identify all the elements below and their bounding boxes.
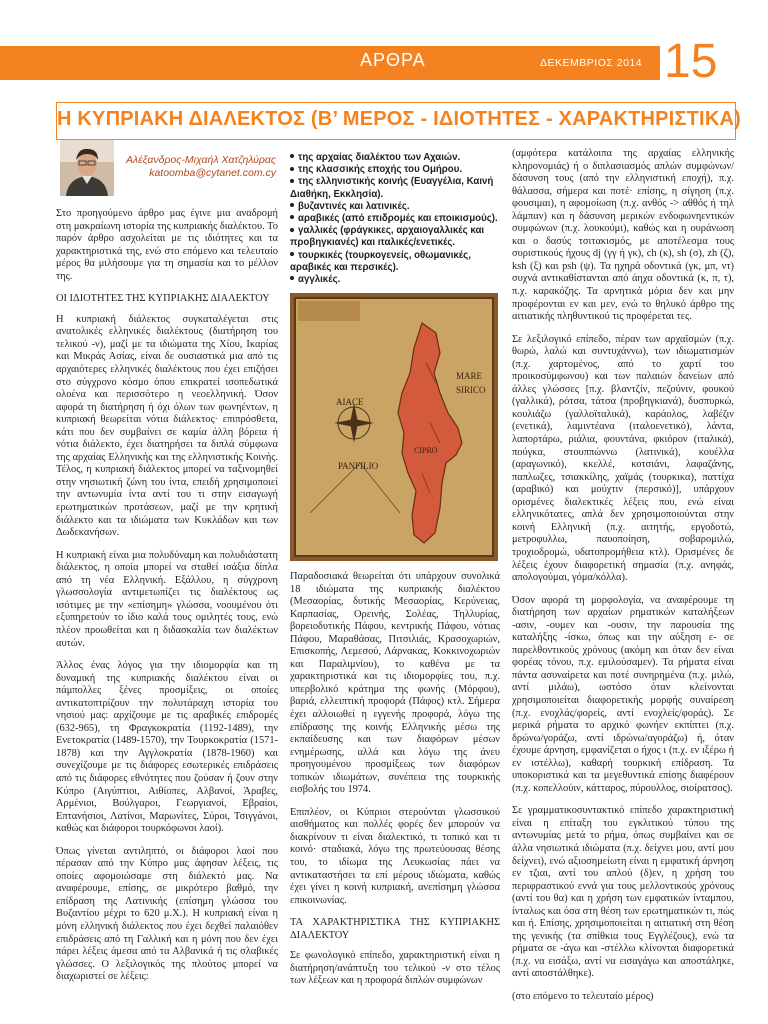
body-paragraph: (αμφότερα κατάλοιπα της αρχαίας ελληνικής κληρονομιάς) ή ο διπλασιασμός απλών συμφώνων/δάσυνση τους (από την ελληνιστική εποχή), π.χ. θάλασσα, σήμερα και ποτέ· επίσης, η σίγηση (π.χ. φουσιμαι), η αφομοίωση (π.χ. ανθός -> αθθός ή τηλ λάμπαν) και η δάσυνση μερικών ενδοφωνηεντικών συμφώνων (π.χ. λουκούμι), καθώς και η ουράνωση και ο δασύς τσιτακισμός, με αποτέλεσμα τους συριστικούς ήχους dj (γγ ή γκ), ch (κ), sh (σ), zh (ζ), ksh (ξ) και psh (ψ). Τα ηχηρά οδοντικά (γκ, μπ, ντ) συχνά αντικαθίστανται από άηχα οδοντικά (κ, π, τ), π.χ. καρακόζης. Τα αρνητικά μόρια δεν και μην προφέρονται εν και μεν, ενώ το θηλυκό άρθρο της αιτιατικής πληθυντικού τις προφέρεται τες. [512,148,734,323]
bullet-icon [290,228,294,232]
intro-paragraph: Στο προηγούμενο άρθρο μας έγινε μια αναδρομή στη μακραίωνη ιστορία της κυπριακής διαλέκτου. Το παρόν άρθρο ασχολείται με τις ιδιότητες και τα χαρακτηριστικά της, ενώ στο επόμενο και τελευταίο μέρος θα μιλήσουμε για τη σημασία και το μέλλον της. [56,208,278,282]
page-header [0,0,768,92]
map-label: PANFILIO [338,461,379,471]
vocabulary-origin-list [290,152,500,286]
list-item: γαλλικές (φράγκικες, αρχαιογαλλικές και προβηγκιανές) και ιταλικές/ενετικές. [290,225,485,249]
body-paragraph: Άλλος ένας λόγος για την ιδιομορφία και τη δυναμική της κυπριακής διαλέκτου είναι οι πάμπολλες ξένες προσμίξεις, οι οποίες αντικατοπτρίζουν την πολυτάραχη ιστορία του νησιού μας: αρχίζουμε με τις αραβικές επιδρομές (632-965), τη Φραγκοκρατία (1192-1489), την Ενετοκρατία (1489-1570), την Τουρκοκρατία (1571-1878) και την Αγγλοκρατία (1878-1960) και συνεχίζουμε με τις διάφορες εσωτερικές επιδράσεις από τις διάφορες εθνότητες που ζούσαν ή ζουν στην Κύπρο (Αιγύπτιοι, Αιθίοπες, Αλβανοί, Άραβες, Αρμένιοι, Βούλγαροι, Γεωργιανοί, Εβραίοι, Επτανήσιοι, Λατίνοι, Μαρωνίτες, Σύροι, Τσιγγάνοι, καθώς και διάφοροι τουρκόφωνοι λαοί). [56,660,278,835]
column-1 [56,208,278,994]
list-item: της κλασσικής εποχής του Ομήρου. [290,164,500,176]
column-2 [290,571,500,998]
map-label: SIRICO [456,385,486,395]
author-name: Αλέξανδρος-Μιχαήλ Χατζηλύρας [126,154,276,166]
body-paragraph: Η κυπριακή είναι μια πολυδύναμη και πολυδιάστατη διάλεκτος, η οποία μπορεί να σταθεί ισάξια δίπλα από τη νέα Ελληνική. Εξάλλου, η σύγχρονη γλωσσολογία αντιμετωπίζει τις διαλέκτους ως ισότιμες με την «επίσημη» γλώσσα, νοουμένου ότι εξυπηρετούν το ίδιο καλά τους ομιλητές τους, ενώ πλέον προωθείται και η διδασκαλία των διαλέκτων αυτών. [56,549,278,649]
article-title-box [56,102,741,140]
author-portrait-image [60,140,114,196]
bullet-icon [290,215,294,219]
column-3 [512,148,734,1014]
map-image [290,293,498,561]
body-paragraph: Σε φωνολογικό επίπεδο, χαρακτηριστική είναι η διατήρηση/ανάπτυξη του τελικού -ν στο τέλος των λέξεων και η προφορά διπλών συμφώνων [290,950,500,987]
list-item: βυζαντινές και λατινικές. [290,201,500,213]
body-paragraph: Η κυπριακή διάλεκτος συγκαταλέγεται στις ανατολικές ελληνικές διαλέκτους (διατήρηση του τελικού -ν), μαζί με τα ιδιώματα της Χίου, Ικαρίας και Μικράς Ασίας, είναι δε ουσιαστικά μια από τις αρχαιότερες ελληνικές διαλέκτους που έχει επιζήσει στο σύγχρονο κόσμο όπου επικρατεί ισοπεδωτικά ολοένα και περισσότερο η νεοελληνική. Όσον αφορά τη διατήρηση ή όχι όλων των φωνηέντων, η κυπριακή θεωρείται νότια διάλεκτος· επιπρόσθετα, κάτι που δεν συμβαίνει σε καμία άλλη βόρεια ή νότια διάλεκτο, έχει διατηρήσει τα διπλά σύμφωνα της αρχαίας Ελληνικής και της ελληνιστικής Κοινής. Τέλος, η κυπριακή διάλεκτος μπορεί να ταξινομηθεί στην νησιωτική ζώνη του ίντα, επειδή χρησιμοποιεί την αντωνυμία ίντα αντί του τι στην εισαγωγή ερωτηματικών προτάσεων, μαζί με την κρητική διάλεκτο και τα ιδιώματα των Κυκλάδων και των Δωδεκανήσων. [56,313,278,539]
section-label: ΑΡΘΡΑ [360,50,426,70]
list-item: αραβικές (από επιδρομές και εποικισμούς). [290,213,500,225]
list-item: της αρχαίας διαλέκτου των Αχαιών. [290,152,500,164]
map-label: CIPRO [414,446,438,455]
bullet-icon [290,154,294,158]
list-item: τουρκικές (τουρκογενείς, οθωμανικές, αραβικές και περσικές). [290,249,471,273]
article-title: Η ΚΥΠΡΙΑΚΗ ΔΙΑΛΕΚΤΟΣ (Β’ ΜΕΡΟΣ - ΙΔΙΟΤΗΤΕΣ - ΧΑΡΑΚΤΗΡΙΣΤΙΚΑ) [57,108,741,130]
bullet-icon [290,179,294,183]
cyprus-old-map [290,293,498,561]
page-number: 15 [664,35,718,88]
body-paragraph: Όσον αφορά τη μορφολογία, να αναφέρουμε τη διατήρηση των αρχαίων ρηματικών καταλήξεων -ασιν, -ουμεν και -ουσιν, την παρουσία της καταλήξης -ίσκω, όπως και την αύξηση ε- σε παρελθοντικούς χρόνους (ακόμη και όταν δεν είναι φορέας τόνου, π.χ. εμιλούσαμεν). Τα ρήματα είναι πάντα ασυναίρετα και ποτέ συνηρημένα (π.χ. μιλώ, αντί μιλάω), ωστόσο όταν κλείνονται χρησιμοποιείται διαφορετικής μορφής συναίρεση (π.χ. ενοχλάς/φορείς, αντί ενοχλείς/φοράς). Σε μερικά ρήματα το αρχικό φωνήεν εκπίπτει (π.χ. δρώνω/γοράζω, αντί ιδρώνω/αγοράζω) ή, όταν έχουμε άρνηση, εμφανίζεται ο ήχος ι (π.χ. εν ιξέρω ή εν ιστέλλω), καθαρή τουρκική επίδραση. Τα υποκοριστικά και τα μεγεθυντικά επίσης διαφέρουν (π.χ. κοπελλούιν, κάτταρος, πύρουλλος, σιοίρατσος). [512,594,734,794]
map-label: AIACE [336,397,364,407]
bullet-icon [290,252,294,256]
list-item: αγγλικές. [290,274,500,286]
body-paragraph: Σε λεξιλογικό επίπεδο, πέραν των αρχαϊσμών (π.χ. θωρώ, λαλώ και συντυχάννω), των ιδιωματισμών (π.χ. χαρτομένος, από το χαρτί του προικοσύμφωνου) και των παλαιών δανείων από άλλες γλώσσες [π.χ. βλαντζίν, πεζούνιν, φουκού (γαλλικά), ρότσα, τάτσα (προβηγκιανά), δυσπυρκώ, κουλιάζω (γαλλοϊταλικά), καράολος, λαβέζιν (ενετικά), λαμιντέανα (ιταλοενετικό), λάντα, λαπορτάρω, ριάλια, φουντάνα, φκιόρον (ιταλικά), πούγκα, στουππώννω (λατινικά), κουέλλα (αραγωνικό), κκελλέ, κοτσιάνι, λαφαζάνης, παπλωζες, τσιακκίλης, χαϊμάς (τουρκικα), παττίχα (αραβικό) και μούχτιν (περσικό)], υπάρχουν ορισμένες διαλεκτικές λέξεις που, ενώ είναι ελληνικότατες, απλά δεν χρησιμοποιούνται στην κοινή Ελληνική (π.χ. αιτητής, εργοδοτώ, μετροφυλλω, παυοποίηση, σοβαρομιλώ, τροχιοδρομώ, υδατοπρομήθεια κτλ). Ορισμένες δε λέξεις έχουν διαφορετική σημασία (π.χ. ανηφάς, απολογούμαι, γόμα/κόλλα). [512,333,734,584]
continuation-note: (στο επόμενο το τελευταίο μέρος) [512,991,654,1002]
body-paragraph: Όπως γίνεται αντιληπτό, οι διάφοροι λαοί που πέρασαν από την Κύπρο μας άφησαν λέξεις, τις οποίες αφομοιώσαμε στη διάλεκτό μας. Να αναφέρουμε, επίσης, σε μικρότερο βαθμό, την επίδραση της Λατινικής (επίσημη γλώσσα του Βυζαντίου μέχρι το 620 μ.Χ.). Η κυπριακή είναι η μόνη ελληνική διάλεκτος που έχει δεχθεί παλαιόθεν επιδράσεις από τη Γαλλική και η μόνη που δεν έχει πάρει λέξεις άμεσα από τα Αλβανικά ή τις σλαβικές γλώσσες. Ο λεξιλογικός της πλούτος μπορεί να διαχωριστεί σε λέξεις: [56,845,278,983]
section-heading-properties: ΟΙ ΙΔΙΟΤΗΤΕΣ ΤΗΣ ΚΥΠΡΙΑΚΗΣ ΔΙΑΛΕΚΤΟΥ [56,293,270,305]
bullet-icon [290,203,294,207]
body-paragraph: Επιπλέον, οι Κύπριοι στερούνται γλωσσικού αισθήματος και πολλές φορές δεν μπορούν να διακρίνουν τι είναι διαλεκτικό, τι τοπικό και τι κοινό· σταδιακά, λόγω της πρωτεύουσας θέσης του, το ιδίωμα της Λευκωσίας πάει να αντικαταστήσει τα επί μέρους ιδιώματα, καθώς έχει γίνει η κοινή κυπριακή, ανεπίσημη γλώσσα επικοινωνίας. [290,806,500,906]
bullet-icon [290,167,294,171]
map-label: MARE [456,371,483,381]
body-paragraph: Παραδοσιακά θεωρείται ότι υπάρχουν συνολικά 18 ιδιώματα της κυπριακής διαλέκτου (Μεσαορίας, δυτικής Μεσαορίας, Κερύνειας, Καρπασίας, Ορεινής, Σολέας, Τηλλυρίας, βορειοδυτικής Πάφου, κεντρικής Πάφου, νότιας Πάφου, Μαραθάσας, Πιτσιλιάς, Κρασοχωριών, Επισκοπής, Λεμεσού, Λάρνακας, Κοκκινοχωριών και Παραλιμνίου), το καθένα με τα χαρακτηριστικά και τις ιδιομορφίες του, π.χ. υπερβολικό κράτημα της φωνής (Μόρφου), βαριά, ελλειπτική προφορά (Πάφος) κτλ. Σήμερα έχει αλλοιωθεί η εγγενής προφορά, λόγω της επίδρασης της κοινής Ελληνικής μέσω της εκπαίδευσης και των διαφόρων μέσων ενημέρωσης, αλλά και λόγω της άνευ προηγουμένου προσμίξεως των διαφόρων τοπικών ιδιωμάτων, συνέπεια της τουρκικής εισβολής του 1974. [290,571,500,796]
list-item: της ελληνιστικής κοινής (Ευαγγέλια, Καινή Διαθήκη, Εκκλησία). [290,176,494,200]
issue-date: ΔΕΚΕΜΒΡΙΟΣ 2014 [540,57,643,69]
map-cartouche [298,301,360,321]
bullet-icon [290,276,294,280]
body-paragraph: Σε γραμματικοσυντακτικό επίπεδο χαρακτηριστική είναι η επίταξη του εγκλιτικού τύπου της αντωνυμίας μετά το ρήμα, όπως συμβαίνει και σε άλλα νησιωτικά ιδιώματα (π.χ. δείχνει μου, αντί μου δείχνει), ενώ αξιοσημείωτη είναι η εμφατική άρνηση εν τζιαι, αντί του απλού (δ)εν, η χρήση του περιφραστικού εννά για τους μελλοντικούς χρόνους (αντί του θα) και η χρήση των εμφατικών ίνταμπου, ίνταλως και όσα στη θέση των ερωτηματικών τι, πώς και ή. Επίσης, χρησιμοποιείται η αιτιατική στη θέση της γενικής (τα σπίθκια τους Εγγλέζους), ενώ τα ρήματα σε -άγω και -στέλλω κλίνονται διαφορετικά (π.χ. να εισάξω, αντί να εισαγάγω και αποστάληκε, αντί αποστάλθηκε). [512,805,734,980]
author-byline [120,154,276,179]
author-photo [60,140,114,196]
section-heading-characteristics: ΤΑ ΧΑΡΑΚΤΗΡΙΣΤΙΚΑ ΤΗΣ ΚΥΠΡΙΑΚΗΣ ΔΙΑΛΕΚΤΟΥ [290,917,500,941]
author-email[interactable]: katoomba@cytanet.com.cy [149,166,276,179]
